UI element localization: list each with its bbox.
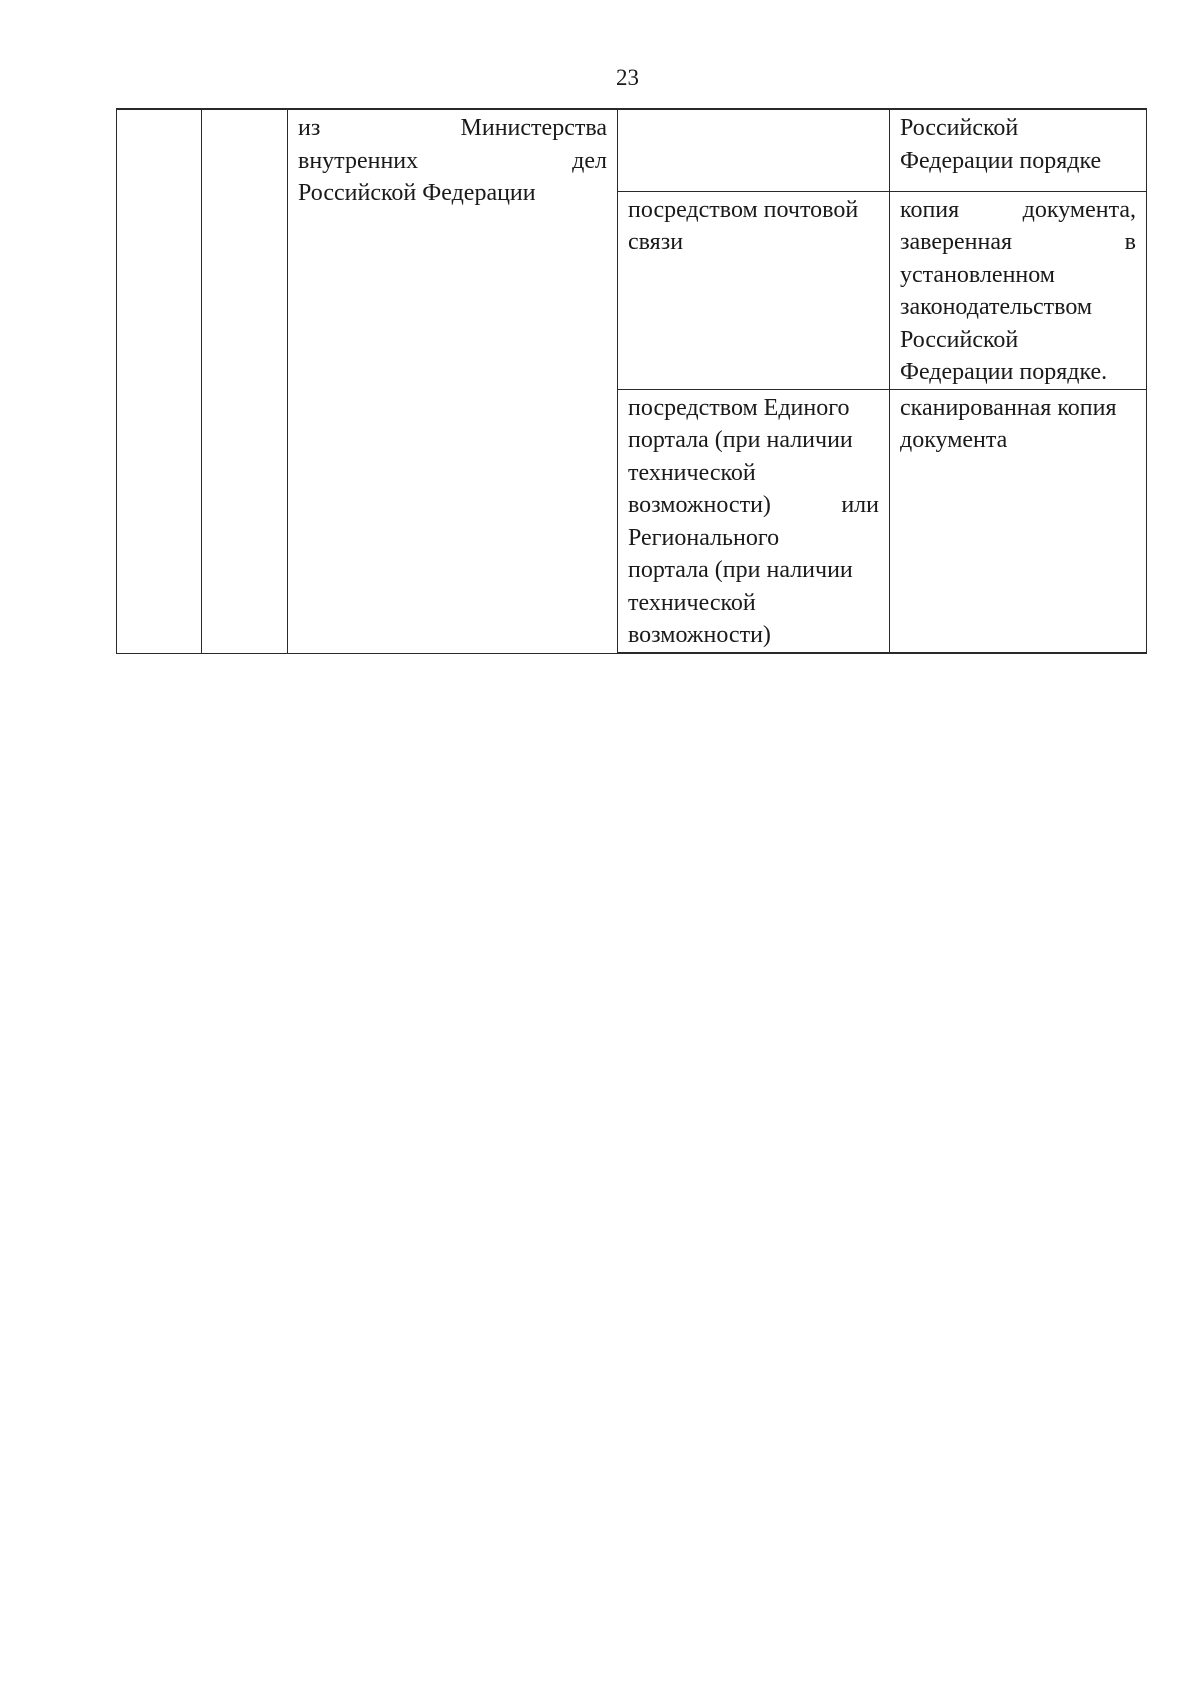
table-cell-result bbox=[890, 109, 1147, 191]
method-line: технической bbox=[628, 459, 756, 486]
table-row bbox=[117, 109, 1147, 191]
method-text: посредством почтовой связи bbox=[628, 196, 859, 255]
table-cell-source bbox=[288, 109, 618, 653]
table-cell-result bbox=[890, 191, 1147, 389]
source-line: Российской Федерации bbox=[298, 180, 536, 206]
method-line: возможности) или bbox=[628, 492, 879, 518]
table-cell-method bbox=[618, 389, 890, 653]
method-line: технической bbox=[628, 589, 756, 616]
source-line: из Министерства bbox=[298, 115, 607, 141]
page-number: 23 bbox=[616, 65, 639, 90]
method-line: возможности) bbox=[628, 622, 771, 648]
method-line: портала (при наличии bbox=[628, 557, 853, 583]
method-line: портала (при наличии bbox=[628, 427, 853, 453]
table-cell-number bbox=[202, 109, 288, 653]
result-line: Федерации порядке bbox=[900, 147, 1102, 174]
result-line: заверенная в bbox=[900, 229, 1136, 255]
result-text: установленном законодательством Российской Федерации порядке. bbox=[900, 261, 1108, 385]
method-line: посредством Единого bbox=[628, 394, 850, 421]
table-cell-index bbox=[117, 109, 202, 653]
table-cell-method bbox=[618, 109, 890, 191]
result-line: копия документа, bbox=[900, 196, 1136, 223]
document-table bbox=[116, 108, 1147, 654]
result-line: Российской bbox=[900, 115, 1019, 141]
source-line: внутренних дел bbox=[298, 147, 607, 174]
table-cell-method bbox=[618, 191, 890, 389]
table-cell-result bbox=[890, 389, 1147, 653]
method-line: Регионального bbox=[628, 524, 780, 551]
result-text: сканированная копия документа bbox=[900, 394, 1117, 453]
